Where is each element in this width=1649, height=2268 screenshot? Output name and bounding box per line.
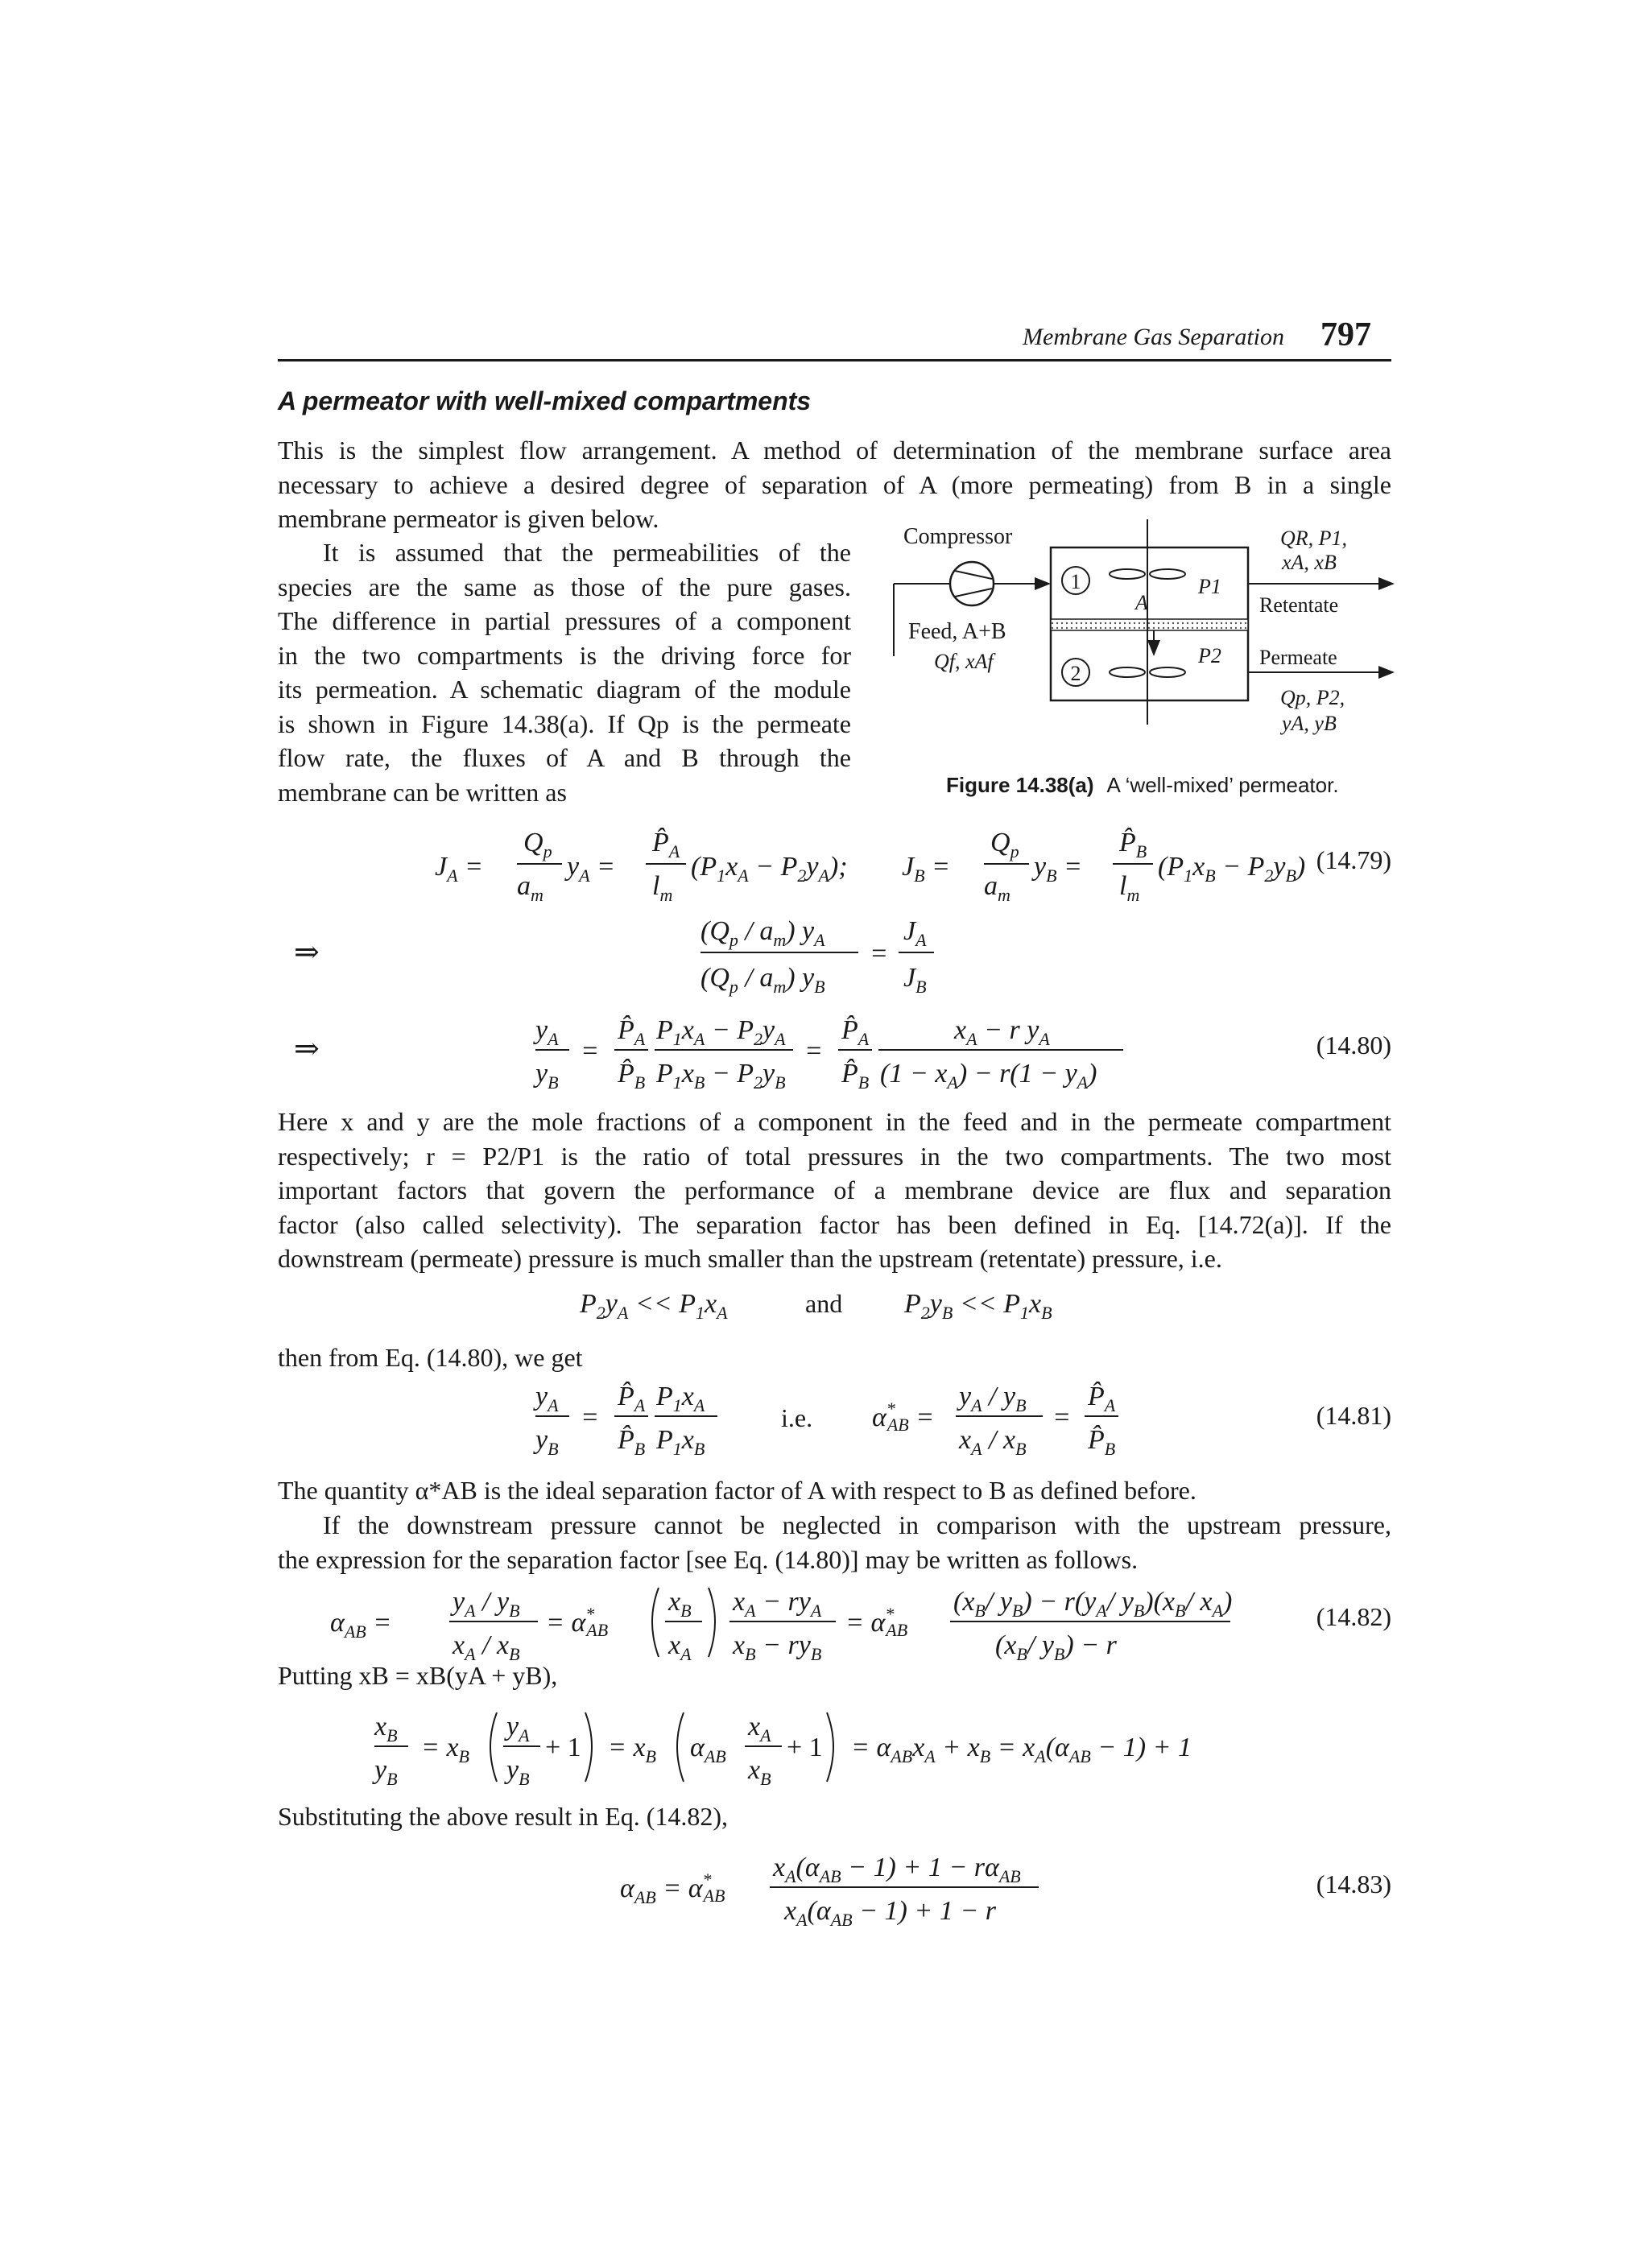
equation-14-83: [620, 1844, 1071, 1932]
svg-text:JA: $J_A$: [903, 916, 927, 950]
section-title: A permeator with well-mixed compartments: [278, 386, 812, 415]
svg-text:am: $a_m$: [984, 871, 1010, 905]
equation-number: (14.81): [1316, 1401, 1391, 1430]
svg-text:=: =: [1052, 1403, 1071, 1432]
paragraph-assumption: [278, 535, 851, 809]
header-rule: [278, 359, 1391, 361]
running-title: Membrane Gas Separation: [1023, 324, 1284, 350]
svg-text:αAB = α*AB: $\alpha_{AB} = \alpha^*$ AB: [620, 1869, 725, 1907]
text-line: membrane permeator is given below.: [278, 504, 659, 533]
text-line: species are the same as those of the pure gases.: [278, 572, 851, 601]
svg-text:xA: $x_A$: [748, 1712, 771, 1745]
svg-text:(xB/ yB) − r(yA/ yB)(xB/ xA): ($x_B/$ $y_B) - r(y_A/$ $y_B)(x_B/$ $x_A$): [953, 1587, 1233, 1621]
svg-text:P2yB << P1xB: $P_2y_B << P_1x_B$: [904, 1289, 1052, 1323]
retentate-vars: QR, P1,: [1280, 527, 1348, 550]
svg-text:(1 − xA) − r(1 − yA): $(1 - x_A) - r(1 - y_A)$: [880, 1059, 1097, 1093]
svg-text:xA − ryA: $x_A - ry_A$: [733, 1587, 822, 1621]
svg-text:P1xA: $P_1x_A$: [656, 1382, 705, 1415]
svg-text:P1xB: $P_1x_B$: [656, 1425, 705, 1459]
equation-flux-ratio: [701, 906, 990, 1002]
text-line: The difference in partial pressures of a component: [278, 606, 851, 635]
svg-text:lm: $l_m$: [1119, 871, 1140, 905]
svg-text:(xB/ yB) − r: ($x_B/$ $y_B) - r$: [995, 1630, 1117, 1664]
equation-14-81: [535, 1373, 1131, 1461]
permeate-vars: Qp, P2,: [1280, 686, 1345, 709]
svg-text:xA / xB: $x_A / x_B$: [959, 1425, 1027, 1459]
permeate-vars-2: yA, yB: [1282, 712, 1337, 735]
svg-text:yB: $y_B$: [506, 1755, 530, 1789]
svg-text:xB: $x_B$: [374, 1712, 398, 1745]
feed-label: Feed, A+B: [908, 619, 1006, 644]
text-line: Here x and y are the mole fractions of a component in the feed and in the permeate compartment: [278, 1107, 1391, 1136]
svg-text:P1xA − P2yA: $P_1x_A - P_2y_A$: [656, 1015, 786, 1049]
ie-text: i.e.: [781, 1403, 813, 1432]
text-line: important factors that govern the performance of a membrane device are flux and separation: [278, 1175, 1391, 1204]
svg-text:yB =: $y_B$ =: [1034, 852, 1082, 886]
svg-text:yA: $y_A$: [506, 1712, 530, 1745]
substituting-text: Substituting the above result in Eq. (14.82),: [278, 1802, 729, 1831]
svg-text:P̂A: $P̂_A$: [652, 828, 680, 861]
svg-text:= xB: = $x_B$: [608, 1733, 656, 1766]
equation-number: (14.80): [1316, 1031, 1391, 1060]
svg-text:lm: $l_m$: [652, 871, 673, 905]
svg-text:Qp: $Q_p$: [523, 828, 552, 861]
compressor-icon: [950, 562, 994, 605]
svg-text:yB: $y_B$: [535, 1059, 559, 1093]
svg-text:xA(αAB − 1) + 1 − rαAB: $x_A(\alpha_{AB} - 1) + 1 - r\alpha_{AB}$: [773, 1853, 1021, 1886]
svg-text:P̂B: $P̂_B$: [618, 1425, 646, 1459]
retentate-label: Retentate: [1259, 593, 1339, 617]
text-line: its permeation. A schematic diagram of the module: [278, 675, 851, 704]
svg-text:=: =: [581, 1403, 599, 1432]
svg-text:=: =: [804, 1036, 823, 1066]
figure-caption: [946, 773, 1339, 798]
svg-text:yB: $y_B$: [374, 1755, 398, 1789]
text-line: factor (also called selectivity). The separation factor has been defined in Eq. [14.72(a)]. If the: [278, 1209, 1391, 1239]
svg-text:xA − r yA: $x_A - r$ $y_A$: [954, 1015, 1050, 1049]
equation-number: (14.83): [1316, 1869, 1391, 1898]
svg-text:(Qp / am) yA: $(Q_p / a_m)$ $y_A$: [701, 916, 825, 950]
then-from-text: then from Eq. (14.80), we get: [278, 1343, 583, 1372]
svg-text:yA / yB: $y_A / y_B$: [453, 1587, 520, 1621]
svg-text:=: =: [870, 939, 888, 969]
pressure-p2-label: P2: [1198, 644, 1221, 667]
svg-text:P̂A: $P̂_A$: [1088, 1382, 1116, 1415]
membrane: [1051, 619, 1248, 630]
implies-arrow: ⇒: [294, 1032, 320, 1066]
text-line: membrane can be written as: [278, 777, 567, 807]
text-line: It is assumed that the permeabilities of the: [323, 538, 851, 567]
equation-14-79: [435, 817, 1306, 914]
text-line: in the two compartments is the driving force for: [278, 640, 851, 670]
pressure-p1-label: P1: [1198, 575, 1221, 598]
svg-text:= αABxA + xB = xA(αAB − 1) + 1: = $\alpha_{AB}x_A + x_B = x_A(\alpha_{AB} - 1) + 1$: [851, 1733, 1192, 1766]
text-line: If the downstream pressure cannot be neglected in comparison with the upstream pressure,: [323, 1510, 1391, 1539]
svg-text:yA: $y_A$: [535, 1382, 559, 1415]
svg-text:JB: $J_B$: [903, 963, 927, 997]
svg-text:(P1xA − P2yA);: $(P_1x_A - P_2y_A)$;: [691, 852, 848, 886]
svg-text:xB: $x_B$: [748, 1755, 771, 1789]
text-line: is shown in Figure 14.38(a). If Qp is the permeate: [278, 708, 851, 738]
equation-xb-yb: [374, 1703, 1268, 1791]
svg-text:JA =: $J_A$ =: [435, 852, 483, 886]
svg-text:P̂B: $P̂_B$: [618, 1059, 646, 1093]
text-line: respectively; r = P2/P1 is the ratio of total pressures in the two compartments. The two most: [278, 1141, 1391, 1171]
svg-text:(Qp / am) yB: $(Q_p / a_m)$ $y_B$: [701, 963, 825, 997]
svg-text:P̂B: $P̂_B$: [1119, 828, 1147, 861]
svg-text:yA / yB: $y_A / y_B$: [959, 1382, 1027, 1415]
compartment-1-label: 1: [1070, 570, 1081, 593]
svg-text:JB =: $J_B$ =: [902, 852, 950, 886]
feed-flow-label: Qf, xAf: [934, 650, 994, 673]
species-a-label: A: [1135, 591, 1148, 614]
svg-text:am: $a_m$: [517, 871, 543, 905]
svg-text:yA: $y_A$: [535, 1015, 559, 1049]
equation-14-80: [535, 1006, 1131, 1095]
svg-text:xA(αAB − 1) + 1 − r: $x_A(\alpha_{AB} - 1) + 1 - r$: [784, 1896, 996, 1930]
caption-text: A ‘well-mixed’ permeator.: [1106, 773, 1339, 797]
svg-text:= xB: = $x_B$: [421, 1733, 469, 1766]
text-line: downstream (permeate) pressure is much smaller than the upstream (retentate) pressure, i.e.: [278, 1244, 1222, 1273]
implies-arrow: ⇒: [294, 936, 320, 969]
compartment-2-label: 2: [1070, 662, 1081, 685]
svg-text:yB: $y_B$: [535, 1425, 559, 1459]
caption-label: Figure 14.38(a): [946, 773, 1094, 797]
svg-text:xA / xB: $x_A / x_B$: [453, 1630, 520, 1664]
svg-text:yA =: $y_A$ =: [567, 852, 615, 886]
equation-number: (14.82): [1316, 1602, 1391, 1631]
text-line: This is the simplest flow arrangement. A method of determination of the membrane surface area: [278, 436, 1391, 465]
svg-text:α*AB =: α* AB =: [872, 1398, 935, 1435]
svg-text:xA: $x_A$: [668, 1630, 692, 1664]
svg-text:xB: $x_B$: [668, 1587, 692, 1621]
paragraph-separation-factor: [278, 1105, 1391, 1276]
svg-text:αAB =: $\alpha_{AB}$ =: [330, 1608, 392, 1642]
putting-text: Putting xB = xB(yA + yB),: [278, 1661, 558, 1690]
page-number: 797: [1320, 316, 1371, 353]
svg-text:Qp: $Q_p$: [990, 828, 1019, 861]
svg-text:(P1xB − P2yB): $(P_1x_B - P_2y_B)$: [1158, 852, 1306, 886]
svg-text:P̂B: $P̂_B$: [1088, 1425, 1116, 1459]
svg-text:P̂A: $P̂_A$: [841, 1015, 870, 1049]
permeate-label: Permeate: [1259, 646, 1337, 669]
svg-text:=: =: [581, 1036, 599, 1066]
text-line: flow rate, the fluxes of A and B through the: [278, 743, 851, 772]
equation-number: (14.79): [1316, 845, 1391, 874]
text-line: necessary to achieve a desired degree of separation of A (more permeating) from B in a single: [278, 469, 1391, 499]
svg-text:P̂A: $P̂_A$: [618, 1382, 646, 1415]
ideal-factor-sentence: The quantity α*AB is the ideal separation factor of A with respect to B as defined before.: [278, 1476, 1196, 1505]
svg-text:xB − ryB: $x_B - ry_B$: [733, 1630, 822, 1664]
svg-text:+ 1: + 1: [787, 1733, 823, 1762]
permeator-diagram: [886, 519, 1401, 761]
svg-text:= α*AB: = α* AB: [546, 1604, 609, 1640]
svg-text:+ 1: + 1: [545, 1733, 581, 1762]
paragraph-downstream: [278, 1508, 1391, 1576]
and-word: and: [805, 1289, 843, 1318]
text-line: the expression for the separation factor [see Eq. (14.80)] may be written as follows.: [278, 1544, 1139, 1574]
svg-text:P2yA << P1xA: $P_2y_A << P_1x_A$: [580, 1289, 728, 1323]
equation-14-82: [330, 1578, 1240, 1667]
svg-text:P̂A: $P̂_A$: [618, 1015, 646, 1049]
retentate-vars-2: xA, xB: [1282, 551, 1337, 574]
svg-text:= α*AB: = α* AB: [845, 1604, 908, 1640]
svg-text:P1xB − P2yB: $P_1x_B - P_2y_B$: [656, 1059, 786, 1093]
svg-text:P̂B: $P̂_B$: [841, 1059, 870, 1093]
svg-text:αAB: $\alpha_{AB}$: [690, 1733, 726, 1766]
compressor-label: Compressor: [903, 524, 1013, 549]
